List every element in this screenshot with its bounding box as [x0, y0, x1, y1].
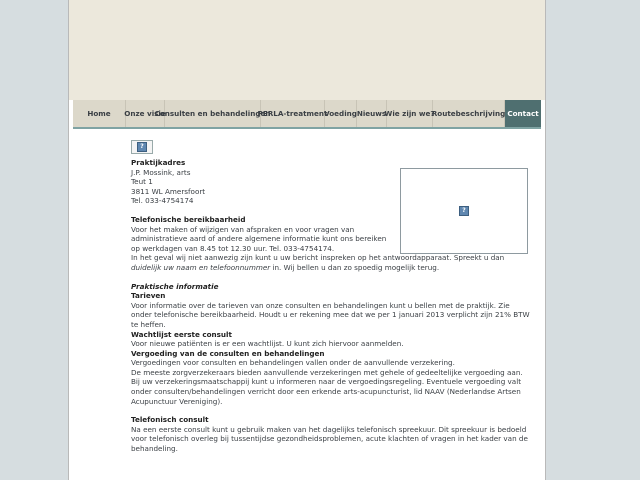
tarieven-text: Voor informatie over de tarieven van onze consulten en behandelingen kunt u bellen met de praktijk. Zie onder telefonische bereikbaarheid. Houdt u er rekening mee dat we per 1 januari 2013 verplicht zijn 21% BTW te heffen.	[131, 300, 530, 329]
nav-wie-zijn-we[interactable]: Wie zijn we?	[387, 100, 433, 127]
address-heading: Praktijkadres	[131, 158, 186, 167]
voicemail-text-start: In het geval wij niet aanwezig zijn kunt u uw bericht inspreken op het antwoordapparaat. Spreekt u dan	[131, 253, 505, 263]
page-frame	[68, 0, 546, 480]
telefonisch-consult-heading: Telefonisch consult	[131, 415, 209, 425]
wachtlijst-heading: Wachtlijst eerste consult	[131, 329, 232, 339]
address-line: Tel. 033-4754174	[131, 196, 194, 206]
vergoeding-heading: Vergoeding van de consulten en behandelingen	[131, 348, 325, 358]
nav-routebeschrijving[interactable]: Routebeschrijving	[433, 100, 505, 127]
nav-voeding[interactable]: Voeding	[325, 100, 357, 127]
practical-heading: Praktische informatie	[131, 281, 219, 291]
wachtlijst-text: Voor nieuwe patiënten is er een wachtlijst. U kunt zich hiervoor aanmelden.	[131, 339, 404, 349]
address-line: Teut 1	[131, 177, 153, 187]
phone-heading: Telefonische bereikbaarheid	[131, 214, 246, 224]
image-placeholder	[131, 140, 153, 154]
voicemail-text-end: in. Wij bellen u dan zo spoedig mogelijk terug.	[270, 262, 440, 272]
nav-nieuws[interactable]: Nieuws	[357, 100, 387, 127]
nav-consulten-en-behandelingen[interactable]: Consulten en behandelingen	[165, 100, 261, 127]
nav-perla-treatment[interactable]: PERLA-treatment	[261, 100, 325, 127]
phone-voicemail-text	[131, 253, 531, 272]
vergoeding-text: Vergoedingen voor consulten en behandelingen vallen onder de aanvullende verzekering.	[131, 358, 455, 368]
tarieven-heading: Tarieven	[131, 291, 166, 301]
nav-contact[interactable]: Contact	[505, 100, 541, 127]
main-navigation	[73, 100, 541, 129]
broken-image-icon: ?	[137, 142, 147, 152]
broken-image-icon: ?	[459, 206, 469, 216]
phone-text: Voor het maken of wijzigen van afspraken en voor vragen van administratieve aard of andere algemene informatie kunt ons bereiken op werkdagen van 8.45 tot 12.30 uur. Tel. 033-4754174.	[131, 224, 387, 253]
address-line: J.P. Mossink, arts	[131, 167, 191, 177]
main-content	[131, 140, 531, 454]
nav-onze-visie[interactable]: Onze visie	[126, 100, 165, 127]
telefonisch-consult-text: Na een eerste consult kunt u gebruik maken van het dagelijks telefonisch spreekuur. Dit spreekuur is bedoeld voor telefonisch overleg bij tussentijdse gezondheidsproblemen, acute klachten of vragen in het kader van de behandeling.	[131, 424, 528, 454]
voicemail-emphasis: duidelijk uw naam en telefoonnummer	[131, 262, 271, 272]
vergoeding-detail-text: De meeste zorgverzekeraars bieden aanvullende verzekeringen met gehele of gedeeltelijke vergoeding aan. Bij uw verzekeringsmaatschappij kunt u informeren naar de vergoedingsregeling. Eventuele vergoeding valt onder consulten/behandelingen verricht door een erkende arts-acupuncturist, lid NAAV (Nederlandse Artsen Acupunctuur Vereniging).	[131, 367, 523, 406]
nav-home[interactable]: Home	[73, 100, 126, 127]
address-line: 3811 WL Amersfoort	[131, 186, 206, 196]
header-banner	[69, 0, 545, 100]
